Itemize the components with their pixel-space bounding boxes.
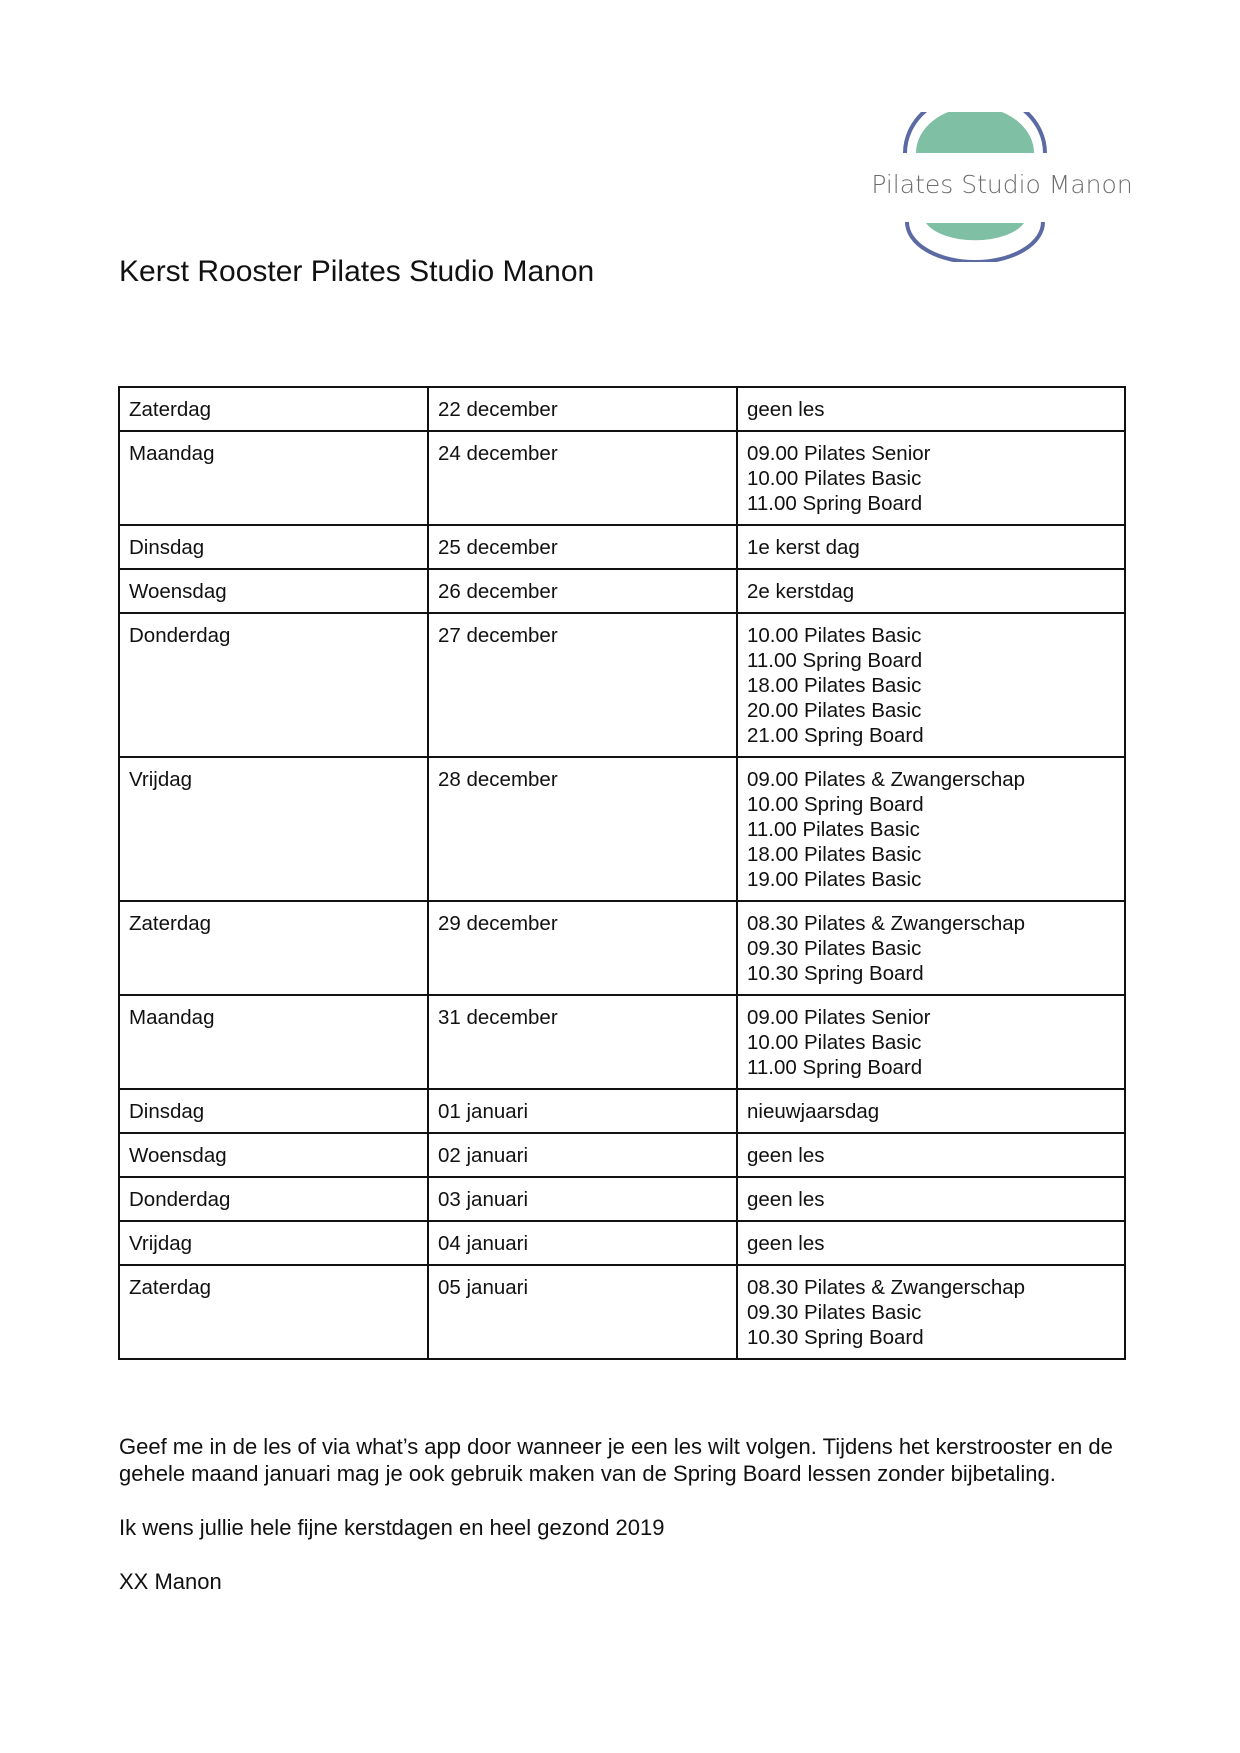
lesson-item: 09.00 Pilates & Zwangerschap (747, 768, 1026, 791)
schedule-date: 24 december (428, 431, 737, 525)
logo-text: Pilates Studio Manon (871, 170, 1133, 199)
lesson-item: geen les (747, 1188, 825, 1211)
schedule-day: Zaterdag (119, 1265, 428, 1359)
lesson-item: 08.30 Pilates & Zwangerschap (747, 912, 1026, 935)
lesson-item: 21.00 Spring Board (747, 724, 924, 747)
schedule-row (119, 995, 1125, 1089)
schedule-date: 29 december (428, 901, 737, 995)
schedule-row (119, 1089, 1125, 1133)
schedule-lessons (737, 1089, 1125, 1133)
schedule-day: Vrijdag (119, 757, 428, 901)
schedule-row (119, 525, 1125, 569)
schedule-date: 27 december (428, 613, 737, 757)
schedule-lessons (737, 387, 1125, 431)
lesson-item: nieuwjaarsdag (747, 1100, 880, 1123)
lesson-item: 18.00 Pilates Basic (747, 843, 922, 866)
document-title: Kerst Rooster Pilates Studio Manon (119, 255, 595, 288)
schedule-lessons (737, 1133, 1125, 1177)
schedule-row (119, 1221, 1125, 1265)
lesson-item: 10.00 Pilates Basic (747, 624, 922, 647)
schedule-table (118, 386, 1126, 1360)
schedule-row (119, 901, 1125, 995)
lesson-item: 11.00 Spring Board (747, 649, 923, 672)
lesson-item: 10.00 Spring Board (747, 793, 924, 816)
schedule-row (119, 387, 1125, 431)
schedule-lessons (737, 525, 1125, 569)
schedule-day: Dinsdag (119, 525, 428, 569)
schedule-day: Maandag (119, 995, 428, 1089)
schedule-date: 25 december (428, 525, 737, 569)
lesson-item: 09.00 Pilates Senior (747, 442, 931, 465)
lesson-item: 08.30 Pilates & Zwangerschap (747, 1276, 1026, 1299)
schedule-day: Maandag (119, 431, 428, 525)
schedule-lessons (737, 431, 1125, 525)
schedule-date: 26 december (428, 569, 737, 613)
schedule-date: 02 januari (428, 1133, 737, 1177)
schedule-date: 05 januari (428, 1265, 737, 1359)
schedule-date: 04 januari (428, 1221, 737, 1265)
lesson-item: 11.00 Pilates Basic (747, 818, 920, 841)
lesson-item: geen les (747, 1232, 825, 1255)
lesson-item: 10.30 Spring Board (747, 962, 924, 985)
schedule-date: 22 december (428, 387, 737, 431)
lesson-item: 10.00 Pilates Basic (747, 467, 922, 490)
schedule-lessons (737, 569, 1125, 613)
logo-top-fill (916, 112, 1034, 153)
lesson-item: 2e kerstdag (747, 580, 855, 603)
logo-bottom-fill (926, 223, 1024, 240)
lesson-item: geen les (747, 398, 825, 421)
footer-paragraph-2: Ik wens jullie hele fijne kerstdagen en heel gezond 2019 (119, 1515, 665, 1540)
footer-text (119, 1433, 1129, 1622)
schedule-row (119, 757, 1125, 901)
schedule-day: Woensdag (119, 569, 428, 613)
schedule-row (119, 1133, 1125, 1177)
schedule-lessons (737, 757, 1125, 901)
lesson-item: geen les (747, 1144, 825, 1167)
lesson-item: 09.00 Pilates Senior (747, 1006, 931, 1029)
lesson-item: 10.00 Pilates Basic (747, 1031, 922, 1054)
schedule-day: Woensdag (119, 1133, 428, 1177)
lesson-item: 20.00 Pilates Basic (747, 699, 922, 722)
lesson-item: 19.00 Pilates Basic (747, 868, 922, 891)
schedule-date: 31 december (428, 995, 737, 1089)
schedule-day: Zaterdag (119, 901, 428, 995)
lesson-item: 09.30 Pilates Basic (747, 937, 922, 960)
schedule-lessons (737, 1265, 1125, 1359)
signature: XX Manon (119, 1569, 222, 1594)
schedule-lessons (737, 613, 1125, 757)
schedule-day: Vrijdag (119, 1221, 428, 1265)
schedule-row (119, 613, 1125, 757)
schedule-lessons (737, 1221, 1125, 1265)
footer-paragraph-1: Geef me in de les of via what’s app door wanneer je een les wilt volgen. Tijdens het kerstrooster en de gehele maand januari mag je ook gebruik maken van de Spring Board lessen zonder bijbetaling. (119, 1434, 1113, 1486)
schedule-body (119, 387, 1125, 1359)
schedule-date: 28 december (428, 757, 737, 901)
schedule-lessons (737, 1177, 1125, 1221)
schedule-day: Donderdag (119, 613, 428, 757)
lesson-item: 18.00 Pilates Basic (747, 674, 922, 697)
studio-logo (860, 112, 1142, 262)
lesson-item: 09.30 Pilates Basic (747, 1301, 922, 1324)
lesson-item: 1e kerst dag (747, 536, 860, 559)
schedule-date: 03 januari (428, 1177, 737, 1221)
schedule-row (119, 431, 1125, 525)
schedule-date: 01 januari (428, 1089, 737, 1133)
schedule-row (119, 569, 1125, 613)
lesson-item: 11.00 Spring Board (747, 492, 923, 515)
schedule-day: Dinsdag (119, 1089, 428, 1133)
lesson-item: 10.30 Spring Board (747, 1326, 924, 1349)
schedule-row (119, 1177, 1125, 1221)
schedule-row (119, 1265, 1125, 1359)
schedule-lessons (737, 995, 1125, 1089)
schedule-day: Donderdag (119, 1177, 428, 1221)
schedule-day: Zaterdag (119, 387, 428, 431)
schedule-lessons (737, 901, 1125, 995)
lesson-item: 11.00 Spring Board (747, 1056, 923, 1079)
